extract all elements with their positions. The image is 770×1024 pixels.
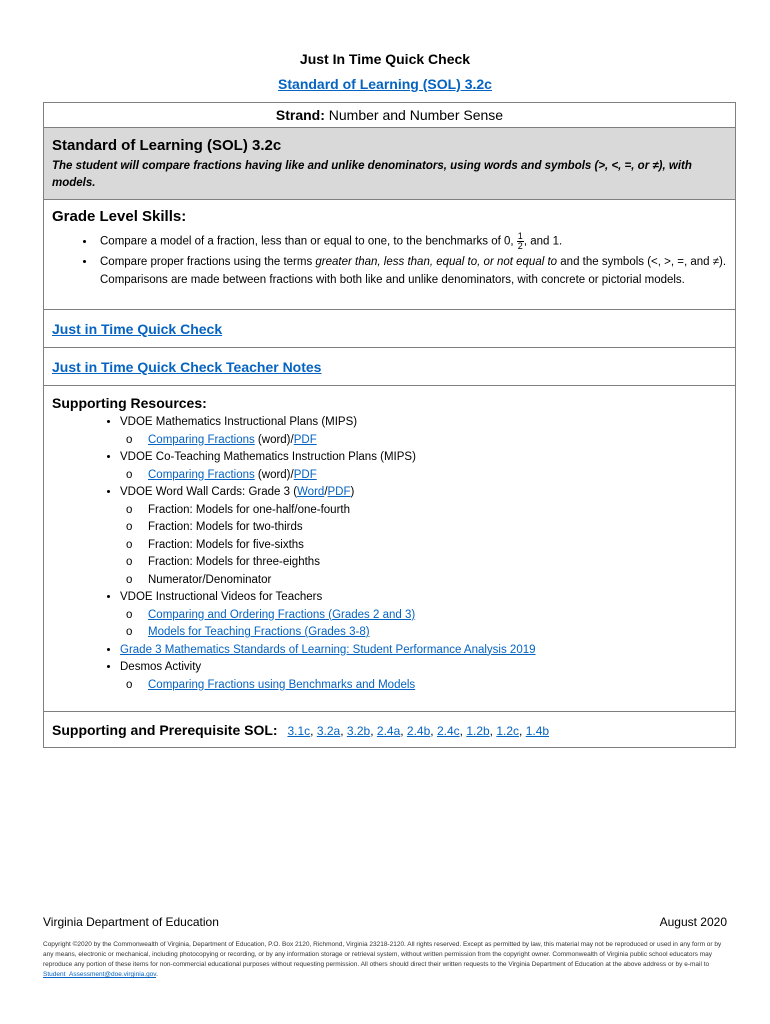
list-item: • VDOE Mathematics Instructional Plans (MIPS) o Comparing Fractions (word)/PDF (120, 414, 727, 449)
list-item (148, 624, 727, 642)
list-item: o Fraction: Models for two-thirds (148, 519, 727, 537)
sol-description: The student will compare fractions having like and unlike denominators, using words and symbols (>, <, =, or ≠), with models. (52, 160, 692, 189)
prereq-sol-link[interactable]: 2.4a (376, 724, 401, 738)
sol-title-link[interactable]: Standard of Learning (SOL) 3.2c (278, 76, 492, 92)
prereq-heading: Supporting and Prerequisite SOL: (52, 722, 278, 738)
skill-item: • Compare a model of a fraction, less than or equal to one, to the benchmarks of 0, $\frac{1}{2}$ , and 1. (96, 232, 727, 251)
list-item: • VDOE Word Wall Cards: Grade 3 (Word/PDF) o Fraction: Models for one-half/one-fourth o Fraction: Models for two-thirds o Fraction: Models for five-sixths o Fraction: Models for three-eighths o Numerator/Denominator (120, 484, 727, 589)
list-item: o Numerator/Denominator (148, 572, 727, 590)
prereq-sol-link[interactable]: 3.2a (316, 724, 341, 738)
list-item: • Desmos Activity o Comparing Fractions using Benchmarks and Models (120, 659, 727, 694)
video-comparing-ordering-link[interactable]: Comparing and Ordering Fractions (Grades 2 and 3) (148, 608, 416, 621)
prerequisite-sol-row (44, 711, 735, 747)
sol-row (44, 127, 735, 199)
prereq-sol-link[interactable]: 3.1c (287, 724, 311, 738)
list-item: • VDOE Instructional Videos for Teachers o Comparing and Ordering Fractions (Grades 2 and 3) o Models for Teaching Fractions (Grades 3-8) (120, 589, 727, 642)
cotech-pdf-link[interactable]: PDF (293, 468, 317, 481)
prereq-sol-link[interactable]: 2.4b (406, 724, 431, 738)
performance-analysis-link[interactable]: Grade 3 Mathematics Standards of Learning: Student Performance Analysis 2019 (120, 643, 536, 656)
teacher-notes-link[interactable]: Just in Time Quick Check Teacher Notes (52, 359, 322, 375)
list-item: • VDOE Co-Teaching Mathematics Instruction Plans (MIPS) o Comparing Fractions (word)/PDF (120, 449, 727, 484)
list-item (148, 677, 727, 695)
mips-pdf-link[interactable]: PDF (293, 433, 317, 446)
wordwall-word-link[interactable]: Word (297, 486, 325, 498)
prereq-sol-link[interactable]: 3.2b (346, 724, 371, 738)
resources-list (52, 414, 727, 694)
document-header (0, 50, 770, 94)
desmos-activity-link[interactable]: Comparing Fractions using Benchmarks and Models (148, 678, 416, 691)
cotech-comparing-fractions-link[interactable]: Comparing Fractions (148, 468, 255, 481)
skill-item: • Compare proper fractions using the terms greater than, less than, equal to, or not equal to and the symbols (<, >, =, and ≠). Comparisons are made between fractions with both like and unlike denominators, with concrete or pictorial models. (96, 253, 727, 289)
skills-heading: Grade Level Skills: (52, 208, 187, 225)
copyright-notice: Copyright ©2020 by the Commonwealth of Virginia, Department of Education, P.O. Box 2120, Richmond, Virginia 23218-2120. All rights reserved. Except as permitted by law, this material may not be reproduced or used in any form or by any means, electronic or mechanical, including photocopying or recording, or by any information storage or retrieval system, without written permission from the copyright owner. Commonwealth of Virginia public school educators may reproduce any portion of these items for non-commercial educational purposes without requesting permission. All others should direct their written requests to the Virginia Department of Education at the above address or by e-mail to Student_Assessment@doe.virginia.gov. (43, 941, 722, 978)
sol-heading: Standard of Learning (SOL) 3.2c (52, 137, 282, 154)
sol-table (43, 102, 736, 748)
supporting-resources (44, 385, 735, 711)
prereq-sol-link[interactable]: 1.4b (525, 724, 550, 738)
list-item (148, 607, 727, 625)
skills-list (52, 232, 727, 289)
strand-value: Number and Number Sense (324, 107, 504, 123)
video-models-teaching-link[interactable]: Models for Teaching Fractions (Grades 3-8) (148, 626, 370, 638)
wordwall-pdf-link[interactable]: PDF (327, 486, 351, 498)
document-title: Just In Time Quick Check (299, 51, 471, 67)
list-item: o Fraction: Models for one-half/one-fourth (148, 502, 727, 520)
list-item: o Fraction: Models for five-sixths (148, 537, 727, 555)
list-item (120, 642, 727, 660)
one-half-fraction: $\frac{1}{2}$ (517, 231, 523, 251)
footer-date: August 2020 (659, 915, 727, 929)
quick-check-link[interactable]: Just in Time Quick Check (52, 321, 223, 337)
strand-label: Strand: (275, 107, 325, 123)
teacher-notes-row (44, 347, 735, 385)
footer-org: Virginia Department of Education (43, 915, 219, 929)
email-link[interactable]: Student_Assessment@doe.virginia.gov (43, 971, 157, 978)
prereq-sol-link[interactable]: 2.4c (436, 724, 460, 738)
list-item: o Fraction: Models for three-eighths (148, 554, 727, 572)
prereq-sol-link[interactable]: 1.2b (466, 724, 490, 738)
resources-heading: Supporting Resources: (52, 395, 207, 411)
list-item: o Comparing Fractions (word)/PDF (148, 467, 727, 485)
prereq-sol-link[interactable]: 1.2c (496, 724, 520, 738)
list-item: o Comparing Fractions (word)/PDF (148, 432, 727, 450)
grade-level-skills (44, 199, 735, 309)
quick-check-row (44, 309, 735, 347)
mips-comparing-fractions-link[interactable]: Comparing Fractions (148, 433, 255, 446)
prereq-links: 3.1c, 3.2a, 3.2b, 2.4a, 2.4b, 2.4c, 1.2b, 1.2c, 1.4b (287, 724, 550, 738)
strand-row (44, 103, 735, 127)
